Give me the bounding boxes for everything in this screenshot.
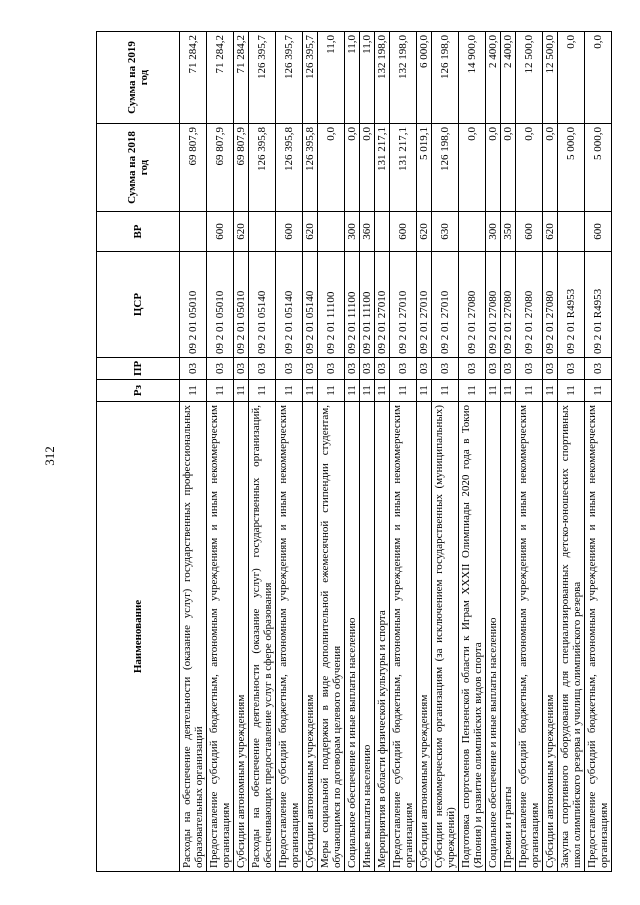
row-csr: 09 2 01 27010 bbox=[390, 252, 417, 358]
row-pr: 03 bbox=[180, 358, 207, 380]
row-sum-2018: 126 198,0 bbox=[432, 124, 459, 212]
row-sum-2018: 69 807,9 bbox=[207, 124, 234, 212]
row-name: Предоставление субсидий бюджетным, автономным учреждениям и иным некоммерческим организациям bbox=[585, 402, 612, 872]
header-csr: ЦСР bbox=[97, 252, 180, 358]
row-name: Субсидии автономным учреждениям bbox=[234, 402, 249, 872]
row-vr: 300 bbox=[486, 212, 501, 252]
row-pr: 03 bbox=[558, 358, 585, 380]
row-csr: 09 2 01 27080 bbox=[543, 252, 558, 358]
row-pr: 03 bbox=[318, 358, 345, 380]
row-name: Расходы на обеспечение деятельности (оказание услуг) государственных профессиональных образовательных организаций bbox=[180, 402, 207, 872]
table-row bbox=[558, 32, 585, 872]
row-csr: 09 2 01 05010 bbox=[207, 252, 234, 358]
row-pr: 03 bbox=[501, 358, 516, 380]
row-vr: 600 bbox=[585, 212, 612, 252]
row-vr: 620 bbox=[543, 212, 558, 252]
row-csr: 09 2 01 11100 bbox=[345, 252, 360, 358]
header-sum-2019: Сумма на 2019 год bbox=[97, 32, 180, 124]
table-row bbox=[303, 32, 318, 872]
table-row bbox=[207, 32, 234, 872]
row-sum-2019: 71 284,2 bbox=[180, 32, 207, 124]
table-row bbox=[360, 32, 375, 872]
row-csr: 09 2 01 27080 bbox=[516, 252, 543, 358]
row-vr bbox=[318, 212, 345, 252]
table-row bbox=[516, 32, 543, 872]
header-vr: ВР bbox=[97, 212, 180, 252]
row-pr: 03 bbox=[459, 358, 486, 380]
row-pr: 03 bbox=[390, 358, 417, 380]
row-sum-2019: 11,0 bbox=[345, 32, 360, 124]
row-vr: 360 bbox=[360, 212, 375, 252]
table-row bbox=[390, 32, 417, 872]
row-rz: 11 bbox=[234, 380, 249, 402]
row-sum-2018: 0,0 bbox=[360, 124, 375, 212]
row-rz: 11 bbox=[375, 380, 390, 402]
row-sum-2019: 126 198,0 bbox=[432, 32, 459, 124]
row-rz: 11 bbox=[516, 380, 543, 402]
row-vr: 620 bbox=[303, 212, 318, 252]
table-row bbox=[318, 32, 345, 872]
table-row bbox=[180, 32, 207, 872]
row-name: Предоставление субсидий бюджетным, автономным учреждениям и иным некоммерческим организациям bbox=[390, 402, 417, 872]
row-sum-2018: 131 217,1 bbox=[375, 124, 390, 212]
row-pr: 03 bbox=[360, 358, 375, 380]
row-name: Премии и гранты bbox=[501, 402, 516, 872]
row-name: Иные выплаты населению bbox=[360, 402, 375, 872]
row-vr bbox=[180, 212, 207, 252]
table-row bbox=[276, 32, 303, 872]
row-rz: 11 bbox=[360, 380, 375, 402]
row-rz: 11 bbox=[249, 380, 276, 402]
row-rz: 11 bbox=[390, 380, 417, 402]
row-pr: 03 bbox=[543, 358, 558, 380]
row-csr: 09 2 01 05010 bbox=[180, 252, 207, 358]
row-csr: 09 2 01 27010 bbox=[417, 252, 432, 358]
row-sum-2018: 0,0 bbox=[486, 124, 501, 212]
row-rz: 11 bbox=[276, 380, 303, 402]
table-row bbox=[543, 32, 558, 872]
row-csr: 09 2 01 05140 bbox=[249, 252, 276, 358]
row-sum-2019: 71 284,2 bbox=[207, 32, 234, 124]
row-sum-2019: 71 284,2 bbox=[234, 32, 249, 124]
row-sum-2018: 69 807,9 bbox=[180, 124, 207, 212]
row-vr bbox=[558, 212, 585, 252]
row-sum-2018: 126 395,8 bbox=[303, 124, 318, 212]
row-pr: 03 bbox=[345, 358, 360, 380]
row-csr: 09 2 01 R4953 bbox=[558, 252, 585, 358]
table-row bbox=[234, 32, 249, 872]
row-pr: 03 bbox=[249, 358, 276, 380]
row-csr: 09 2 01 11100 bbox=[360, 252, 375, 358]
row-sum-2018: 0,0 bbox=[543, 124, 558, 212]
row-vr: 600 bbox=[207, 212, 234, 252]
row-csr: 09 2 01 05140 bbox=[276, 252, 303, 358]
row-sum-2018: 0,0 bbox=[516, 124, 543, 212]
row-csr: 09 2 01 05140 bbox=[303, 252, 318, 358]
row-sum-2018: 126 395,8 bbox=[249, 124, 276, 212]
row-sum-2018: 0,0 bbox=[318, 124, 345, 212]
table-row bbox=[432, 32, 459, 872]
row-name: Предоставление субсидий бюджетным, автономным учреждениям и иным некоммерческим организациям bbox=[207, 402, 234, 872]
header-name: Наименование bbox=[97, 402, 180, 872]
table-header-row bbox=[97, 32, 180, 872]
row-sum-2019: 126 395,7 bbox=[249, 32, 276, 124]
row-sum-2018: 131 217,1 bbox=[390, 124, 417, 212]
table-row bbox=[486, 32, 501, 872]
row-rz: 11 bbox=[180, 380, 207, 402]
row-vr bbox=[375, 212, 390, 252]
row-sum-2019: 12 500,0 bbox=[516, 32, 543, 124]
row-sum-2019: 11,0 bbox=[318, 32, 345, 124]
row-vr bbox=[459, 212, 486, 252]
row-sum-2019: 2 400,0 bbox=[486, 32, 501, 124]
header-sum-2018: Сумма на 2018 год bbox=[97, 124, 180, 212]
row-csr: 09 2 01 11100 bbox=[318, 252, 345, 358]
row-sum-2019: 6 000,0 bbox=[417, 32, 432, 124]
row-pr: 03 bbox=[276, 358, 303, 380]
budget-table bbox=[96, 31, 612, 872]
row-rz: 11 bbox=[417, 380, 432, 402]
row-rz: 11 bbox=[207, 380, 234, 402]
row-sum-2018: 5 019,1 bbox=[417, 124, 432, 212]
row-sum-2019: 2 400,0 bbox=[501, 32, 516, 124]
row-rz: 11 bbox=[486, 380, 501, 402]
row-sum-2018: 0,0 bbox=[501, 124, 516, 212]
row-rz: 11 bbox=[318, 380, 345, 402]
row-vr: 600 bbox=[390, 212, 417, 252]
row-vr: 620 bbox=[234, 212, 249, 252]
row-name: Мероприятия в области физической культуры и спорта bbox=[375, 402, 390, 872]
row-csr: 09 2 01 R4953 bbox=[585, 252, 612, 358]
row-sum-2019: 0,0 bbox=[585, 32, 612, 124]
row-name: Расходы на обеспечение деятельности (оказание услуг) государственных организаций, обеспечивающих предоставление услуг в сфере образования bbox=[249, 402, 276, 872]
row-vr: 600 bbox=[516, 212, 543, 252]
row-pr: 03 bbox=[207, 358, 234, 380]
row-sum-2018: 5 000,0 bbox=[585, 124, 612, 212]
row-name: Субсидии автономным учреждениям bbox=[543, 402, 558, 872]
rotated-table-container bbox=[96, 32, 610, 872]
row-csr: 09 2 01 27080 bbox=[486, 252, 501, 358]
row-vr: 300 bbox=[345, 212, 360, 252]
row-csr: 09 2 01 27010 bbox=[432, 252, 459, 358]
row-rz: 11 bbox=[585, 380, 612, 402]
table-row bbox=[501, 32, 516, 872]
row-name: Социальное обеспечение и иные выплаты населению bbox=[345, 402, 360, 872]
row-sum-2019: 126 395,7 bbox=[303, 32, 318, 124]
row-pr: 03 bbox=[585, 358, 612, 380]
row-pr: 03 bbox=[516, 358, 543, 380]
table-row bbox=[375, 32, 390, 872]
row-rz: 11 bbox=[558, 380, 585, 402]
row-csr: 09 2 01 27080 bbox=[459, 252, 486, 358]
row-name: Предоставление субсидий бюджетным, автономным учреждениям и иным некоммерческим организациям bbox=[276, 402, 303, 872]
row-pr: 03 bbox=[303, 358, 318, 380]
row-rz: 11 bbox=[543, 380, 558, 402]
row-name: Субсидии некоммерческим организациям (за исключением государственных (муниципальных) учреждений) bbox=[432, 402, 459, 872]
row-pr: 03 bbox=[375, 358, 390, 380]
row-rz: 11 bbox=[303, 380, 318, 402]
table-row bbox=[585, 32, 612, 872]
row-rz: 11 bbox=[345, 380, 360, 402]
row-name: Субсидии автономным учреждениям bbox=[417, 402, 432, 872]
row-sum-2019: 132 198,0 bbox=[375, 32, 390, 124]
row-rz: 11 bbox=[501, 380, 516, 402]
row-sum-2018: 0,0 bbox=[345, 124, 360, 212]
row-csr: 09 2 01 05010 bbox=[234, 252, 249, 358]
row-sum-2019: 132 198,0 bbox=[390, 32, 417, 124]
row-sum-2018: 126 395,8 bbox=[276, 124, 303, 212]
header-rz: Рз bbox=[97, 380, 180, 402]
table-row bbox=[345, 32, 360, 872]
row-vr: 350 bbox=[501, 212, 516, 252]
row-sum-2018: 5 000,0 bbox=[558, 124, 585, 212]
row-pr: 03 bbox=[486, 358, 501, 380]
row-name: Меры социальной поддержки в виде дополнительной ежемесячной стипендии студентам, обучающимся по договорам целевого обучения bbox=[318, 402, 345, 872]
header-pr: ПР bbox=[97, 358, 180, 380]
row-sum-2019: 0,0 bbox=[558, 32, 585, 124]
row-rz: 11 bbox=[459, 380, 486, 402]
row-pr: 03 bbox=[417, 358, 432, 380]
table-row bbox=[459, 32, 486, 872]
row-vr: 600 bbox=[276, 212, 303, 252]
row-sum-2019: 14 900,0 bbox=[459, 32, 486, 124]
row-name: Подготовка спортсменов Пензенской области к Играм XXXII Олимпиады 2020 года в Токио (Япония) и развитие олимпийских видов спорта bbox=[459, 402, 486, 872]
row-name: Субсидии автономным учреждениям bbox=[303, 402, 318, 872]
table-row bbox=[417, 32, 432, 872]
row-sum-2019: 126 395,7 bbox=[276, 32, 303, 124]
row-csr: 09 2 01 27080 bbox=[501, 252, 516, 358]
row-pr: 03 bbox=[432, 358, 459, 380]
row-pr: 03 bbox=[234, 358, 249, 380]
table-row bbox=[249, 32, 276, 872]
row-sum-2018: 0,0 bbox=[459, 124, 486, 212]
row-sum-2019: 11,0 bbox=[360, 32, 375, 124]
row-rz: 11 bbox=[432, 380, 459, 402]
row-vr: 620 bbox=[417, 212, 432, 252]
row-csr: 09 2 01 27010 bbox=[375, 252, 390, 358]
row-vr bbox=[249, 212, 276, 252]
row-name: Социальное обеспечение и иные выплаты населению bbox=[486, 402, 501, 872]
row-vr: 630 bbox=[432, 212, 459, 252]
row-sum-2019: 12 500,0 bbox=[543, 32, 558, 124]
page-number: 312 bbox=[42, 446, 57, 466]
row-sum-2018: 69 807,9 bbox=[234, 124, 249, 212]
row-name: Закупка спортивного оборудования для специализированных детско-юношеских спортивных школ олимпийского резерва и училищ олимпийского резерва bbox=[558, 402, 585, 872]
row-name: Предоставление субсидий бюджетным, автономным учреждениям и иным некоммерческим организациям bbox=[516, 402, 543, 872]
